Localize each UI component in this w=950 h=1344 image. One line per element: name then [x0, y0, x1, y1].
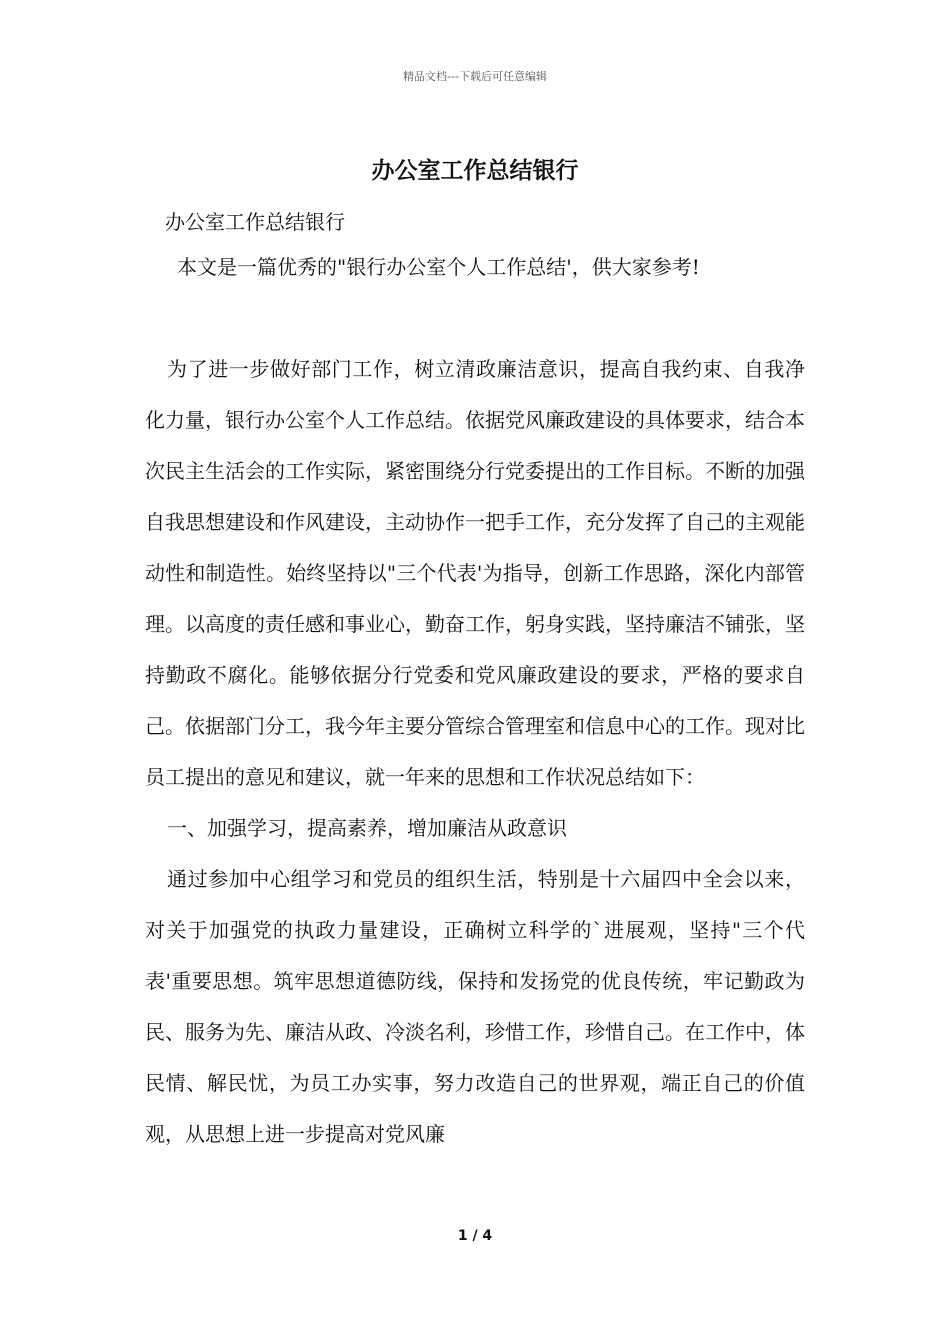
section-1-heading: 一、加强学习，提高素养，增加廉洁从政意识: [167, 816, 567, 840]
document-title: 办公室工作总结银行: [371, 157, 579, 184]
page-number: 1 / 4: [457, 1228, 493, 1244]
header-note: 精品文档---下载后可任意编辑: [403, 70, 547, 83]
paragraph-1: 为了进一步做好部门工作，树立清政廉洁意识，提高自我约束、自我净化力量，银行办公室个人工作总结。依据党风廉政建设的具体要求，结合本次民主生活会的工作实际，紧密围绕分行党委提出的工作目标。不断的加强自我思想建设和作风建设，主动协作一把手工作，充分发挥了自己的主观能动性和制造性。始终坚持以"三个代表'为指导，创新工作思路，深化内部管理。以高度的责任感和事业心，勤奋工作，躬身实践，坚持廉洁不铺张，坚持勤政不腐化。能够依据分行党委和党风廉政建设的要求，严格的要求自己。依据部门分工，我今年主要分管综合管理室和信息中心的工作。现对比员工提出的意见和建议，就一年来的思想和工作状况总结如下：: [145, 357, 805, 789]
intro-line: 本文是一篇优秀的"银行办公室个人工作总结'，供大家参考!: [177, 255, 700, 279]
paragraph-2: 通过参加中心组学习和党员的组织生活，特别是十六届四中全会以来，对关于加强党的执政力量建设，正确树立科学的`进展观，坚持"三个代表'重要思想。筑牢思想道德防线，保持和发扬党的优良传统，牢记勤政为民、服务为先、廉洁从政、冷淡名利，珍惜工作，珍惜自己。在工作中，体民情、解民忧，为员工办实事，努力改造自己的世界观，端正自己的价值观，从思想上进一步提高对党风廉: [145, 867, 805, 1146]
document-subtitle: 办公室工作总结银行: [165, 210, 345, 234]
document-body: [145, 205, 805, 1160]
